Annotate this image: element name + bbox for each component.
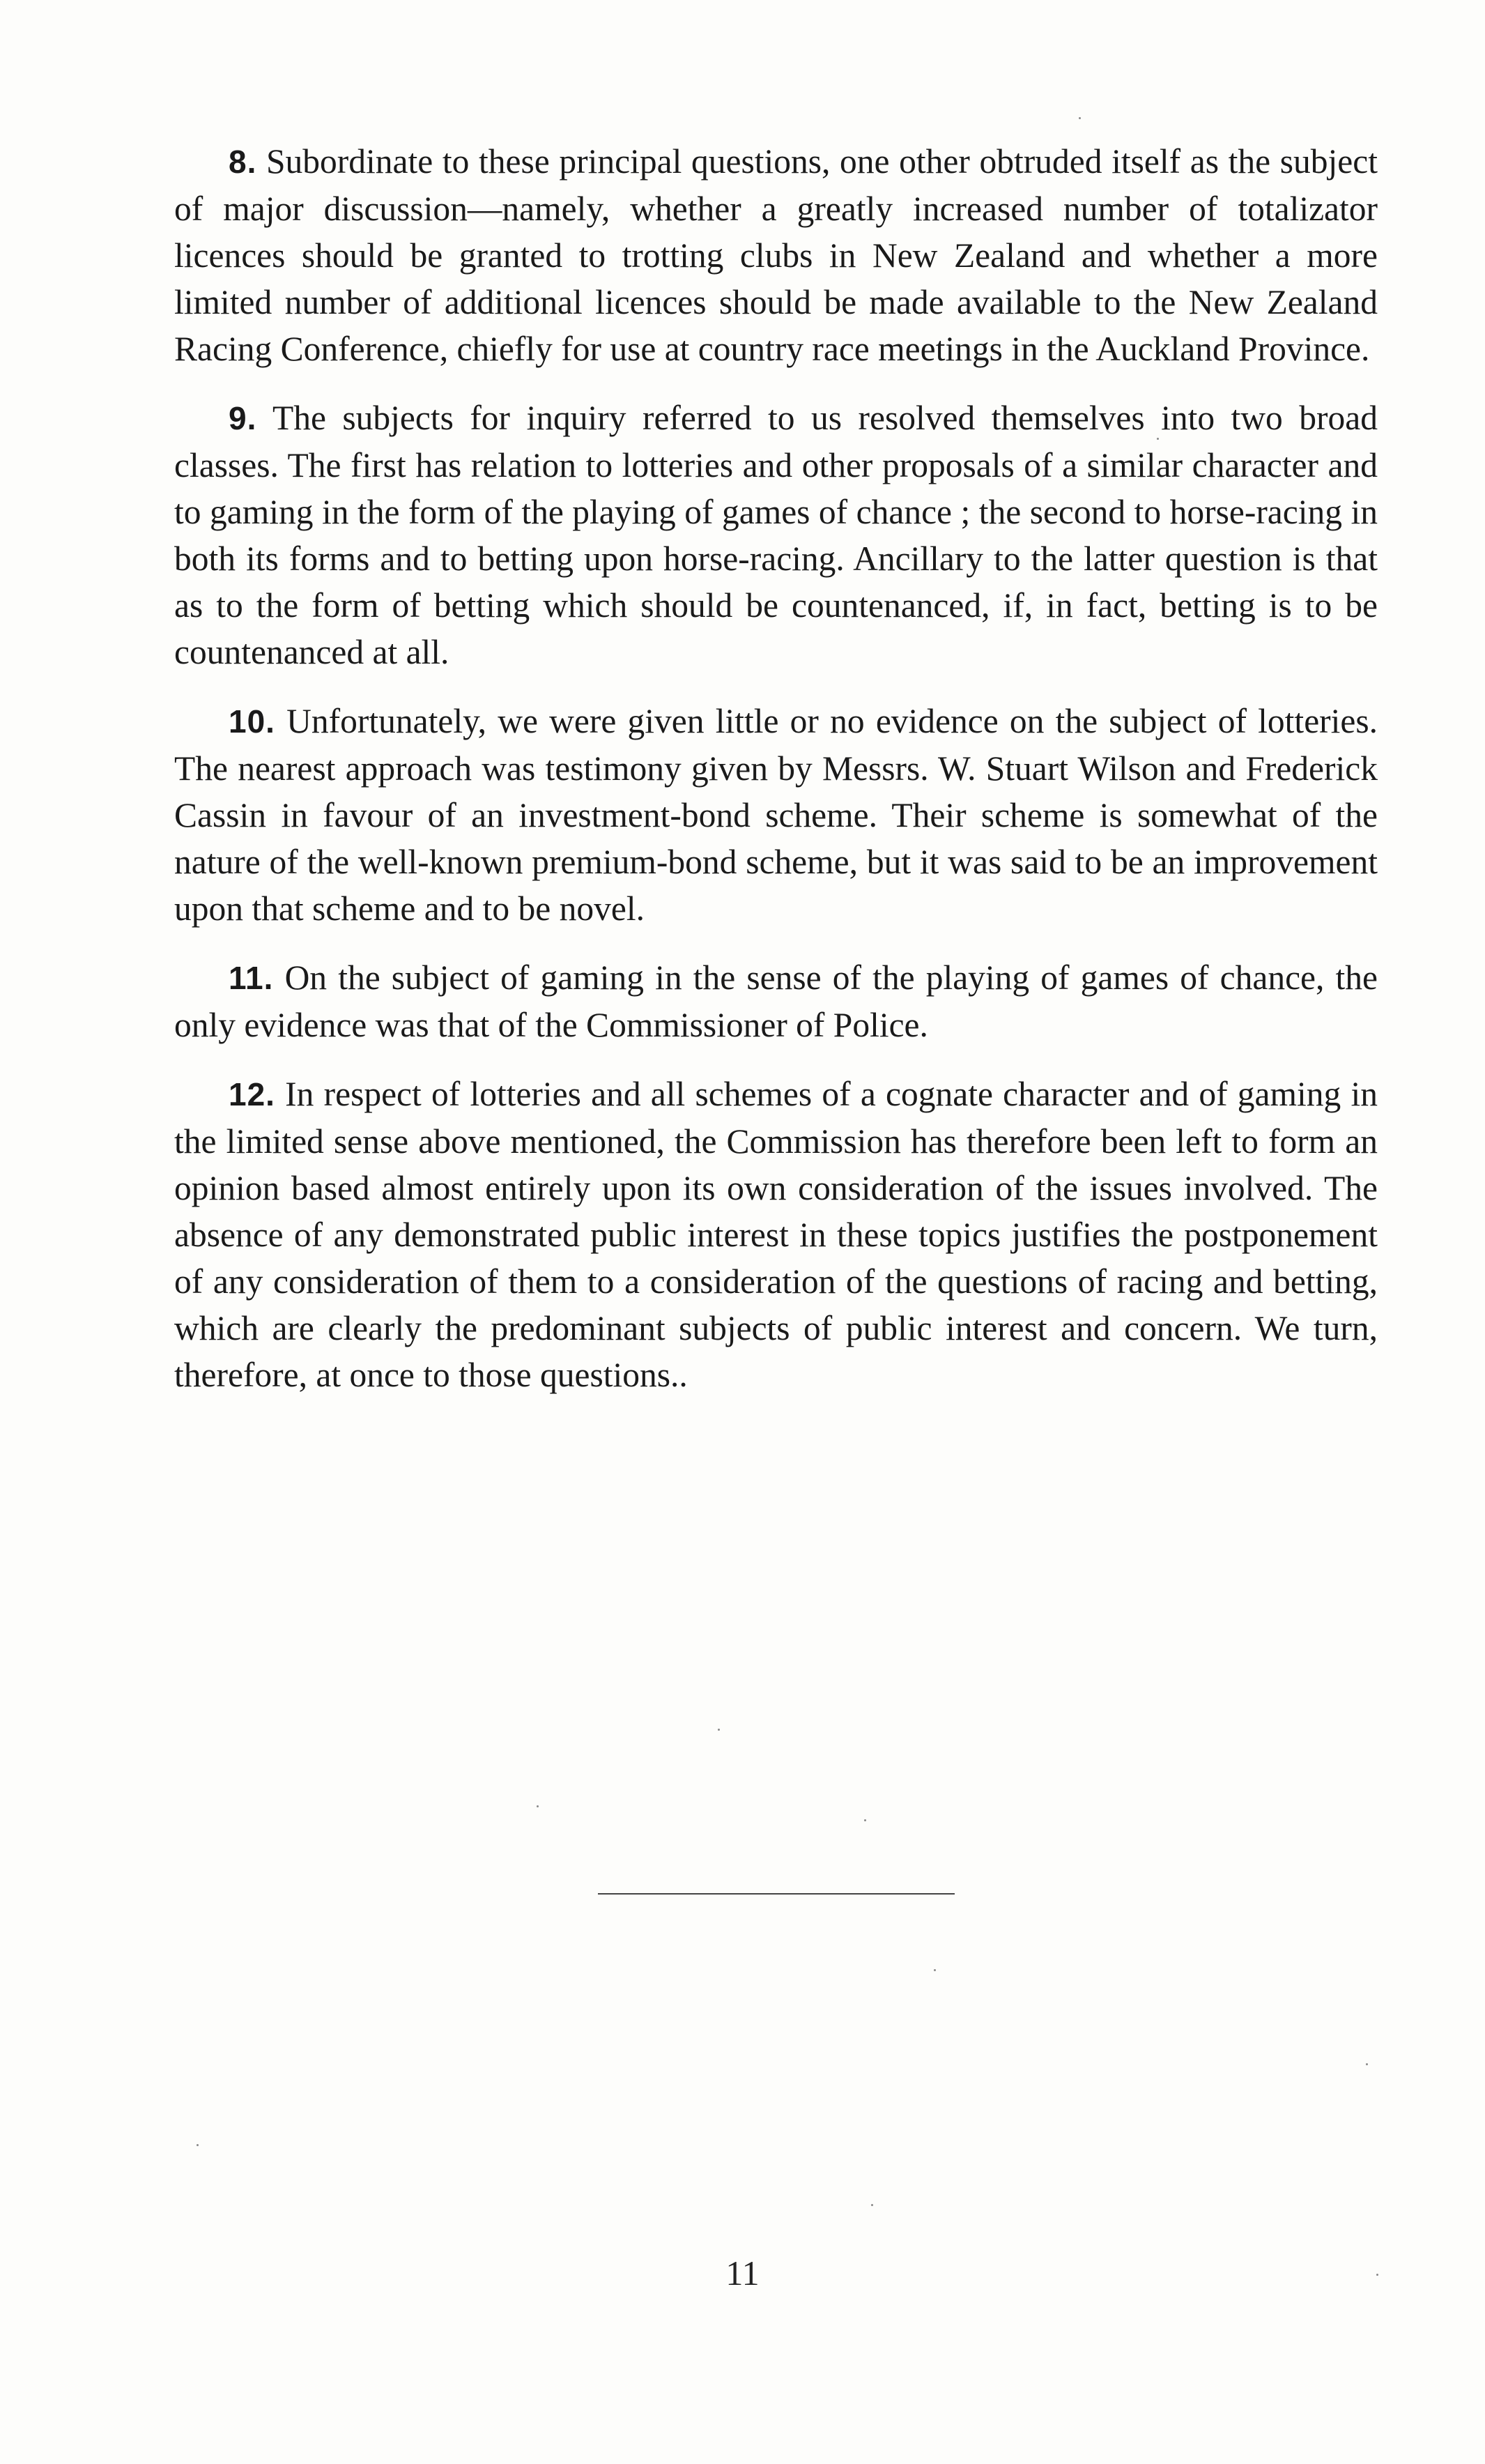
paragraph-8 [174,138,1378,372]
scan-speck [864,1819,866,1821]
paragraph-number: 8. [229,144,257,180]
paragraph-number: 11. [229,960,274,996]
scan-speck [1376,2274,1378,2276]
scan-speck [718,1729,720,1731]
scan-speck [197,2144,199,2146]
paragraph-12 [174,1071,1378,1398]
paragraph-text: Subordinate to these principal questions, one other obtruded itself as the subject of major discussion—namely, whether a greatly increased number of totalizator licences should be granted to trotting clubs in New Zealand and whether a more limited number of additional licences should be made available to the New Zealand Racing Conference, chiefly for use at country race meetings in the Auckland Province. [174,142,1378,368]
paragraph-text: On the subject of gaming in the sense of the playing of games of chance, the only evidence was that of the Commissioner of Police. [174,958,1378,1044]
paragraph-text: Unfortunately, we were given little or no evidence on the subject of lotteries. The nearest approach was testimony given by Messrs. W. Stuart Wilson and Frederick Cassin in favour of an investment-bond scheme. Their scheme is somewhat of the nature of the well-known premium-bond scheme, but it was said to be an improvement upon that scheme and to be novel. [174,702,1378,928]
scan-speck [537,1805,539,1807]
page-number: 11 [725,2253,760,2293]
scan-speck [1366,2063,1368,2065]
scan-speck [871,2204,873,2206]
paragraph-10 [174,698,1378,932]
section-divider [598,1893,955,1895]
paragraph-9 [174,395,1378,675]
scan-speck [1079,117,1081,119]
paragraph-11 [174,954,1378,1048]
body-text [174,138,1378,1421]
scan-speck [1157,438,1159,440]
scan-speck [934,1969,936,1971]
paragraph-text: The subjects for inquiry referred to us resolved themselves into two broad classes. The first has relation to lotteries and other proposals of a similar character and to gaming in the form of the playing of games of chance ; the second to horse-racing in both its forms and to betting upon horse-racing. Ancillary to the latter question is that as to the form of betting which should be countenanced, if, in fact, betting is to be countenanced at all. [174,399,1378,671]
paragraph-text: In respect of lotteries and all schemes of a cognate character and of gaming in the limited sense above mentioned, the Commission has therefore been left to form an opinion based almost entirely upon its own consideration of the issues involved. The absence of any demonstrated public interest in these topics justifies the postponement of any consideration of them to a consideration of the questions of racing and betting, which are clearly the predominant subjects of public interest and concern. We turn, therefore, at once to those questions.. [174,1075,1378,1394]
paragraph-number: 12. [229,1076,275,1112]
paragraph-number: 10. [229,703,275,740]
paragraph-number: 9. [229,400,257,436]
